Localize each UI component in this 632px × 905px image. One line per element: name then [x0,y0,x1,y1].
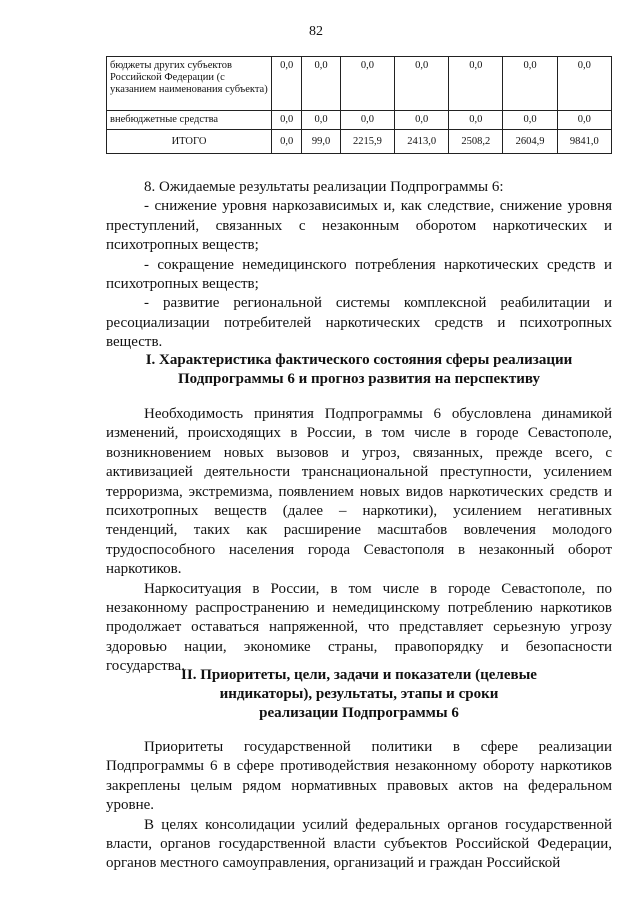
table-row-total [107,130,612,154]
cell: 0,0 [557,57,611,111]
cell: 0,0 [503,111,557,130]
cell: 0,0 [395,111,449,130]
cell: 9841,0 [557,130,611,154]
section-heading-1: I. Характеристика фактического состояния сферы реализации Подпрограммы 6 и прогноз развития на перспективу [145,352,573,387]
section-8-title: 8. Ожидаемые результаты реализации Подпрограммы 6: [144,179,504,195]
cell: 99,0 [302,130,340,154]
funding-table [106,56,612,154]
cell: 0,0 [340,111,394,130]
body-text-2 [106,738,612,874]
cell: 0,0 [557,111,611,130]
paragraph: Приоритеты государственной политики в сфере реализации Подпрограммы 6 в сфере противодействия незаконному обороту наркотиков закреплены целым рядом нормативных правовых актов на федеральном уровне. [106,739,612,814]
cell: 0,0 [302,111,340,130]
cell: 0,0 [272,57,302,111]
result-item: - сокращение немедицинского потребления наркотических средств и психотропных веществ; [106,256,612,293]
cell: 0,0 [449,111,503,130]
table-row [107,111,612,130]
cell: 2413,0 [395,130,449,154]
row-label: ИТОГО [107,130,272,154]
cell: 0,0 [449,57,503,111]
paragraph: Необходимость принятия Подпрограммы 6 обусловлена динамикой изменений, происходящих в России, в том числе в городе Севастополе, возникновением новых вызовов и угроз, связанных, прежде всего, с активизацией деятельности транснациональной преступности, усилением терроризма, экстремизма, появлением новых видов наркотических средств и психотропных веществ (далее – наркотики), усилением негативных тенденций, таких как расширение масштабов вовлечения молодого трудоспособного населения города Севастополя в незаконный оборот наркотиков. [106,406,612,578]
cell: 0,0 [395,57,449,111]
cell: 2604,9 [503,130,557,154]
paragraph: Наркоситуация в России, в том числе в городе Севастополе, по незаконному распространению и немедицинскому потреблению наркотиков продолжает оставаться напряженной, что представляет серьезную угрозу здоровью нации, экономике страны, правопорядку и безопасности государства. [106,580,612,675]
cell: 0,0 [302,57,340,111]
cell: 0,0 [503,57,557,111]
section-heading-2: II. Приоритеты, цели, задачи и показатели (целевые индикаторы), результаты, этапы и сроки реализации Подпрограммы 6 [181,667,537,721]
body-text-1 [106,405,612,677]
table-row [107,57,612,111]
paragraph: В целях консолидации усилий федеральных органов государственной власти, органов государственной власти субъектов Российской Федерации, органов местного самоуправления, организаций и граждан Российской [106,816,612,872]
result-item: - развитие региональной системы комплексной реабилитации и ресоциализации потребителей наркотических средств и психотропных веществ. [106,295,612,351]
cell: 0,0 [340,57,394,111]
row-label: внебюджетные средства [107,111,272,130]
cell: 2215,9 [340,130,394,154]
cell: 2508,2 [449,130,503,154]
cell: 0,0 [272,111,302,130]
section-8 [106,178,612,353]
result-item: - снижение уровня наркозависимых и, как следствие, снижение уровня преступлений, связанных с незаконным оборотом наркотических и психотропных веществ; [106,198,612,254]
page-number: 82 [309,24,323,39]
row-label: бюджеты других субъектов Российской Федерации (с указанием наименования субъекта) [107,57,272,111]
cell: 0,0 [272,130,302,154]
